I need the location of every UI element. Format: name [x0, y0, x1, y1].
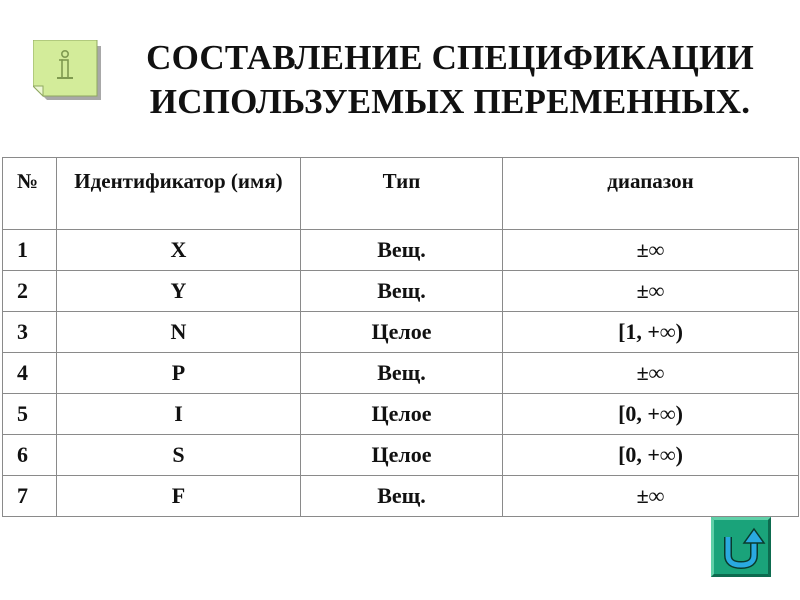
cell-type: Целое: [301, 435, 503, 476]
table-row: [3, 476, 799, 517]
cell-type: Целое: [301, 394, 503, 435]
table-row: [3, 353, 799, 394]
cell-num: 1: [3, 230, 57, 271]
header-range: диапазон: [503, 158, 799, 230]
cell-num: 6: [3, 435, 57, 476]
table-row: [3, 394, 799, 435]
table-row: [3, 230, 799, 271]
cell-identifier: P: [57, 353, 301, 394]
info-note-icon: [33, 40, 103, 102]
cell-range: [0, +∞): [503, 394, 799, 435]
cell-identifier: F: [57, 476, 301, 517]
table-row: [3, 435, 799, 476]
page-title: [130, 36, 770, 124]
return-button[interactable]: [711, 517, 771, 577]
cell-type: Вещ.: [301, 271, 503, 312]
cell-num: 4: [3, 353, 57, 394]
cell-identifier: X: [57, 230, 301, 271]
cell-num: 5: [3, 394, 57, 435]
cell-num: 3: [3, 312, 57, 353]
cell-range: ±∞: [503, 230, 799, 271]
header-identifier: Идентификатор (имя): [57, 158, 301, 230]
cell-num: 2: [3, 271, 57, 312]
return-arrow-icon: [711, 517, 771, 577]
variables-spec-table: [2, 157, 799, 517]
cell-type: Вещ.: [301, 353, 503, 394]
header-type: Тип: [301, 158, 503, 230]
cell-range: ±∞: [503, 476, 799, 517]
cell-num: 7: [3, 476, 57, 517]
cell-range: ±∞: [503, 353, 799, 394]
cell-range: ±∞: [503, 271, 799, 312]
cell-identifier: S: [57, 435, 301, 476]
cell-type: Вещ.: [301, 476, 503, 517]
title-line-1: СОСТАВЛЕНИЕ СПЕЦИФИКАЦИИ: [146, 38, 754, 77]
title-line-2: ИСПОЛЬЗУЕМЫХ ПЕРЕМЕННЫХ.: [149, 82, 751, 121]
cell-identifier: N: [57, 312, 301, 353]
header-num: №: [3, 158, 57, 230]
cell-range: [0, +∞): [503, 435, 799, 476]
cell-identifier: I: [57, 394, 301, 435]
cell-range: [1, +∞): [503, 312, 799, 353]
table-row: [3, 312, 799, 353]
cell-type: Целое: [301, 312, 503, 353]
cell-identifier: Y: [57, 271, 301, 312]
table-header-row: [3, 158, 799, 230]
table-row: [3, 271, 799, 312]
cell-type: Вещ.: [301, 230, 503, 271]
